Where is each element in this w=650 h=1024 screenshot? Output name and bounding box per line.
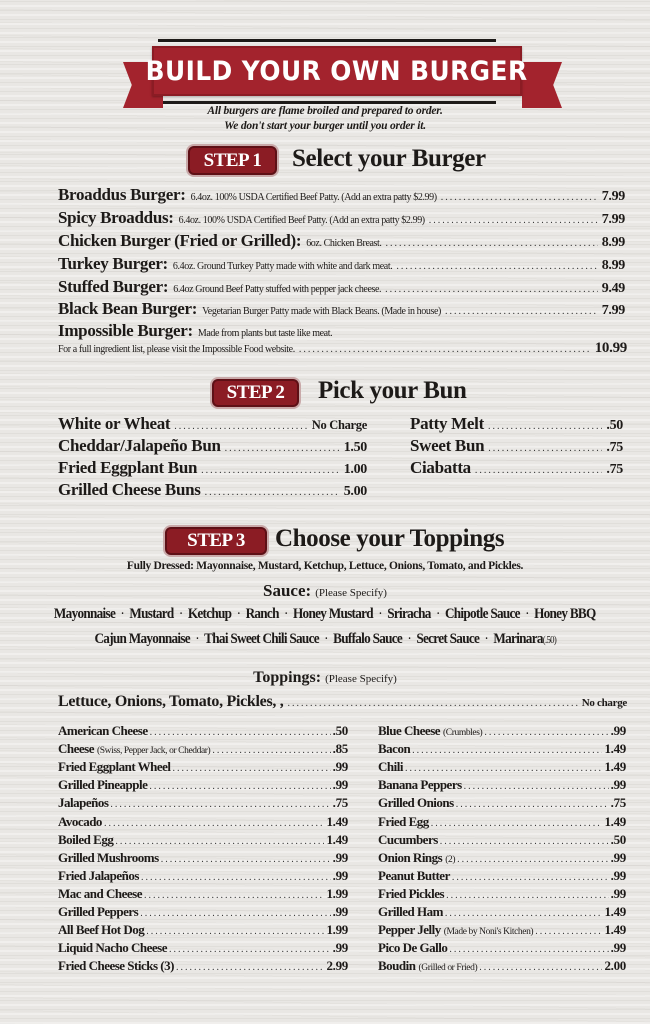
item-price: 1.00 (343, 462, 367, 477)
banner-top-rule (158, 39, 496, 42)
fully-dressed-note: Fully Dressed: Mayonnaise, Mustard, Ketchup, Lettuce, Onions, Tomato, and Pickles. (126, 560, 524, 572)
sauce-option: Sriracha (387, 606, 431, 622)
topping-row (378, 777, 626, 793)
item-name: Sweet Bun (410, 436, 485, 455)
item-price: .99 (332, 849, 348, 865)
bun-row (58, 436, 367, 456)
item-price: .50 (606, 418, 623, 433)
dot-leader (205, 487, 340, 498)
topping-row (58, 886, 348, 902)
bun-row (410, 458, 623, 478)
item-price: 8.99 (601, 235, 625, 250)
item-name: Onion Rings (378, 849, 443, 865)
dot-leader (405, 763, 602, 774)
dot-leader (201, 465, 340, 476)
topping-row (58, 741, 348, 757)
item-note: (2) (445, 854, 456, 865)
sauce-label: Sauce: (263, 581, 312, 600)
dot-leader (396, 261, 597, 272)
item-description: Vegetarian Burger Patty made with Black Beans. (Made in house) (202, 306, 441, 317)
topping-row (378, 832, 626, 848)
dot-leader (386, 238, 598, 249)
item-name: Banana Peppers (378, 777, 462, 793)
topping-row (378, 886, 626, 902)
free-toppings-name: Lettuce, Onions, Tomato, Pickles, , (58, 693, 284, 710)
sauce-option: Marinara (493, 631, 543, 647)
item-price: 9.49 (601, 281, 625, 296)
free-toppings-price: No charge (581, 697, 627, 709)
burger-row (58, 254, 625, 274)
item-price: 8.99 (601, 258, 625, 273)
topping-row (58, 868, 348, 884)
topping-row (378, 940, 626, 956)
subtitle-line: All burgers are flame broiled and prepared to order. (207, 105, 443, 117)
item-price: .99 (332, 940, 348, 956)
dot-leader (299, 344, 591, 355)
item-price: No Charge (311, 418, 367, 432)
topping-row (378, 850, 626, 866)
item-name: Pepper Jelly (378, 922, 441, 938)
dot-leader (141, 872, 331, 883)
sauce-option: Ranch (245, 606, 279, 622)
burger-row (58, 299, 625, 319)
dot-leader (429, 215, 598, 226)
item-price: .99 (610, 849, 626, 865)
dot-leader (445, 306, 598, 317)
separator-dot: · (323, 631, 328, 647)
item-name: Avocado (58, 813, 102, 829)
item-note: (Crumbles) (443, 728, 483, 738)
item-price: 1.99 (326, 922, 348, 938)
item-description: Made from plants but taste like meat. (197, 328, 333, 339)
sauce-option: Honey Mustard (293, 606, 374, 622)
item-name: Mac and Cheese (58, 885, 142, 901)
topping-row (58, 777, 348, 793)
item-price: 5.00 (343, 484, 367, 499)
separator-dot: · (436, 606, 440, 622)
item-name: For a full ingredient list, please visit the Impossible Food website. (58, 344, 295, 355)
item-price: 1.49 (604, 741, 626, 757)
item-price: .75 (610, 795, 626, 811)
banner-right-ribbon (522, 62, 562, 108)
item-price: 1.49 (326, 831, 348, 847)
topping-row (58, 723, 348, 739)
topping-row (378, 795, 626, 811)
topping-row (378, 814, 626, 830)
item-price: 2.00 (604, 958, 626, 974)
dot-leader (110, 799, 330, 810)
dot-leader (174, 421, 307, 432)
dot-leader (288, 698, 578, 709)
dot-leader (445, 908, 603, 919)
step3-badge: STEP 3 (165, 527, 267, 555)
dot-leader (161, 854, 331, 865)
sauce-line-1 (54, 606, 596, 623)
item-price: .85 (332, 741, 348, 757)
separator-dot: · (284, 606, 288, 622)
item-price: .99 (610, 867, 626, 883)
topping-row (58, 904, 348, 920)
bun-row (410, 414, 623, 434)
burger-row (58, 277, 625, 297)
title-banner (146, 46, 528, 96)
item-price: 7.99 (601, 212, 625, 227)
item-name: Fried Egg (378, 813, 429, 829)
burger-row (58, 208, 625, 228)
dot-leader (475, 465, 603, 476)
sauce-option: Mayonnaise (54, 606, 116, 622)
item-note: (Grilled or Fried) (418, 963, 478, 974)
item-name: Grilled Onions (378, 795, 454, 811)
item-price: .99 (332, 867, 348, 883)
item-name: Cheese (58, 741, 94, 757)
item-price: .99 (332, 759, 348, 775)
item-name: Peanut Butter (378, 867, 450, 883)
item-name: Fried Cheese Sticks (3) (58, 958, 174, 974)
topping-row (58, 795, 348, 811)
sauce-option: Mustard (129, 606, 174, 622)
dot-leader (412, 745, 602, 756)
item-name: Black Bean Burger: (58, 299, 198, 318)
topping-row (58, 814, 348, 830)
item-price: 1.50 (343, 440, 367, 455)
step3-title: Choose your Toppings (275, 525, 505, 552)
separator-dot: · (194, 631, 199, 647)
sauce-option: Thai Sweet Chili Sauce (203, 631, 319, 647)
item-description: 6oz. Chicken Breast. (306, 238, 382, 249)
item-name: Fried Pickles (378, 885, 445, 901)
item-price: .99 (332, 777, 348, 793)
dot-leader (212, 745, 330, 756)
dot-leader (173, 763, 331, 774)
bun-row (410, 436, 623, 456)
item-price: 7.99 (601, 303, 625, 318)
item-price: .99 (610, 777, 626, 793)
item-name: Spicy Broaddus: (58, 208, 174, 227)
dot-leader (464, 781, 609, 792)
item-price: .99 (610, 885, 626, 901)
item-price: 1.49 (604, 922, 626, 938)
dot-leader (146, 926, 324, 937)
banner-bottom-rule (158, 101, 496, 104)
dot-leader (479, 962, 602, 973)
item-description: 6.4oz. 100% USDA Certified Beef Patty. (Add an extra patty $2.99) (190, 192, 437, 203)
topping-row (58, 940, 348, 956)
dot-leader (484, 727, 608, 738)
topping-row (58, 958, 348, 974)
item-name: Fried Eggplant Bun (58, 458, 198, 477)
step1-badge: STEP 1 (188, 146, 277, 175)
item-name: Ciabatta (410, 458, 471, 477)
item-price: 1.49 (604, 813, 626, 829)
separator-dot: · (179, 606, 183, 622)
topping-row (58, 922, 348, 938)
item-name: Jalapeños (58, 795, 109, 811)
sauce-option: Chipotle Sauce (445, 606, 521, 622)
dot-leader (457, 854, 609, 865)
dot-leader (535, 926, 602, 937)
sauce-option: Cajun Mayonnaise (94, 631, 190, 647)
item-name: Broaddus Burger: (58, 185, 186, 204)
item-name: Patty Melt (410, 414, 484, 433)
step1-title: Select your Burger (292, 145, 486, 172)
item-price: .50 (610, 831, 626, 847)
dot-leader (225, 443, 340, 454)
dot-leader (104, 818, 325, 829)
item-price: 1.49 (604, 904, 626, 919)
separator-dot: · (236, 606, 241, 622)
item-name: Boiled Egg (58, 831, 114, 847)
item-name: Grilled Cheese Buns (58, 480, 201, 499)
item-name: Cucumbers (378, 831, 438, 847)
topping-row (378, 759, 626, 775)
dot-leader (115, 836, 324, 847)
item-name: Turkey Burger: (58, 254, 168, 273)
item-price: 1.99 (326, 885, 348, 901)
sauce-option: Secret Sauce (416, 631, 479, 647)
topping-row (58, 850, 348, 866)
sauce-option: Ketchup (188, 606, 232, 622)
dot-leader (150, 727, 331, 738)
separator-dot: · (525, 606, 530, 622)
sauce-line-2 (94, 631, 556, 648)
item-description: 6.4oz. Ground Turkey Patty made with white and dark meat. (172, 261, 393, 272)
dot-leader (488, 443, 602, 454)
item-name: Fried Eggplant Wheel (58, 759, 171, 775)
dot-leader (440, 836, 609, 847)
dot-leader (452, 872, 609, 883)
item-name: Fried Jalapeños (58, 867, 139, 883)
item-name: Grilled Mushrooms (58, 849, 159, 865)
dot-leader (176, 962, 324, 973)
item-name: Stuffed Burger: (58, 277, 169, 296)
burger-row-continued (58, 340, 627, 357)
separator-dot: · (378, 606, 383, 622)
item-name: Chicken Burger (Fried or Grilled): (58, 231, 302, 250)
item-name: American Cheese (58, 723, 148, 738)
separator-dot: · (120, 606, 125, 622)
burger-row (58, 231, 625, 251)
dot-leader (456, 799, 609, 810)
page-title: BUILD YOUR OWN BURGER (146, 55, 528, 87)
item-price: .99 (610, 940, 626, 956)
item-name: Grilled Ham (378, 904, 443, 919)
bun-row (58, 458, 367, 478)
marinara-price: (.50) (542, 635, 556, 646)
dot-leader (431, 818, 603, 829)
item-name: Chili (378, 759, 403, 775)
item-description: 6.4oz Ground Beef Patty stuffed with pepper jack cheese. (173, 284, 382, 295)
item-note: (Swiss, Pepper Jack, or Cheddar) (97, 746, 211, 757)
topping-row (58, 832, 348, 848)
toppings-note: (Please Specify) (325, 673, 397, 685)
dot-leader (385, 284, 598, 295)
item-price: 10.99 (594, 340, 627, 356)
item-note: (Made by Noni's Kitchen) (443, 927, 534, 938)
item-price: .75 (606, 462, 623, 477)
item-name: Liquid Nacho Cheese (58, 940, 167, 956)
step2-badge: STEP 2 (212, 379, 299, 407)
dot-leader (441, 192, 598, 203)
item-name: Impossible Burger: (58, 321, 193, 340)
item-name: All Beef Hot Dog (58, 922, 145, 938)
item-price: 7.99 (601, 189, 625, 204)
item-name: Cheddar/Jalapeño Bun (58, 436, 221, 455)
topping-row (378, 723, 626, 739)
sauce-option: Honey BBQ (534, 606, 596, 622)
dot-leader (446, 890, 609, 901)
topping-row (58, 759, 348, 775)
topping-row (378, 922, 626, 938)
step2-title: Pick your Bun (318, 377, 467, 404)
bun-row (58, 480, 367, 500)
separator-dot: · (484, 631, 488, 647)
burger-row (58, 185, 625, 205)
dot-leader (140, 908, 330, 919)
bun-row (58, 414, 367, 434)
topping-row (378, 741, 626, 757)
dot-leader (449, 944, 608, 955)
item-price: .50 (332, 723, 348, 738)
dot-leader (169, 944, 331, 955)
toppings-label: Toppings: (253, 669, 322, 686)
item-name: Boudin (378, 958, 416, 974)
item-price: .75 (606, 440, 623, 455)
sauce-note: (Please Specify) (315, 587, 387, 599)
burger-row (58, 321, 332, 341)
topping-row (378, 868, 626, 884)
item-name: Blue Cheese (378, 723, 441, 738)
topping-row (378, 958, 626, 974)
item-name: White or Wheat (58, 414, 171, 433)
topping-row (378, 904, 626, 920)
item-price: 2.99 (326, 958, 348, 974)
item-name: Pico De Gallo (378, 940, 448, 956)
item-price: .75 (332, 795, 348, 811)
item-price: .99 (332, 904, 348, 919)
separator-dot: · (407, 631, 411, 647)
item-price: 1.49 (326, 813, 348, 829)
item-name: Bacon (378, 741, 411, 757)
subtitle-line: We don't start your burger until you order it. (224, 120, 426, 132)
item-name: Grilled Peppers (58, 904, 139, 919)
free-toppings-row (58, 693, 627, 711)
item-price: 1.49 (604, 759, 626, 775)
item-description: 6.4oz. 100% USDA Certified Beef Patty. (Add an extra patty $2.99) (178, 215, 425, 226)
dot-leader (144, 890, 324, 901)
sauce-option: Buffalo Sauce (332, 631, 402, 647)
dot-leader (488, 421, 602, 432)
dot-leader (149, 781, 330, 792)
item-price: .99 (610, 723, 626, 738)
item-name: Grilled Pineapple (58, 777, 148, 793)
